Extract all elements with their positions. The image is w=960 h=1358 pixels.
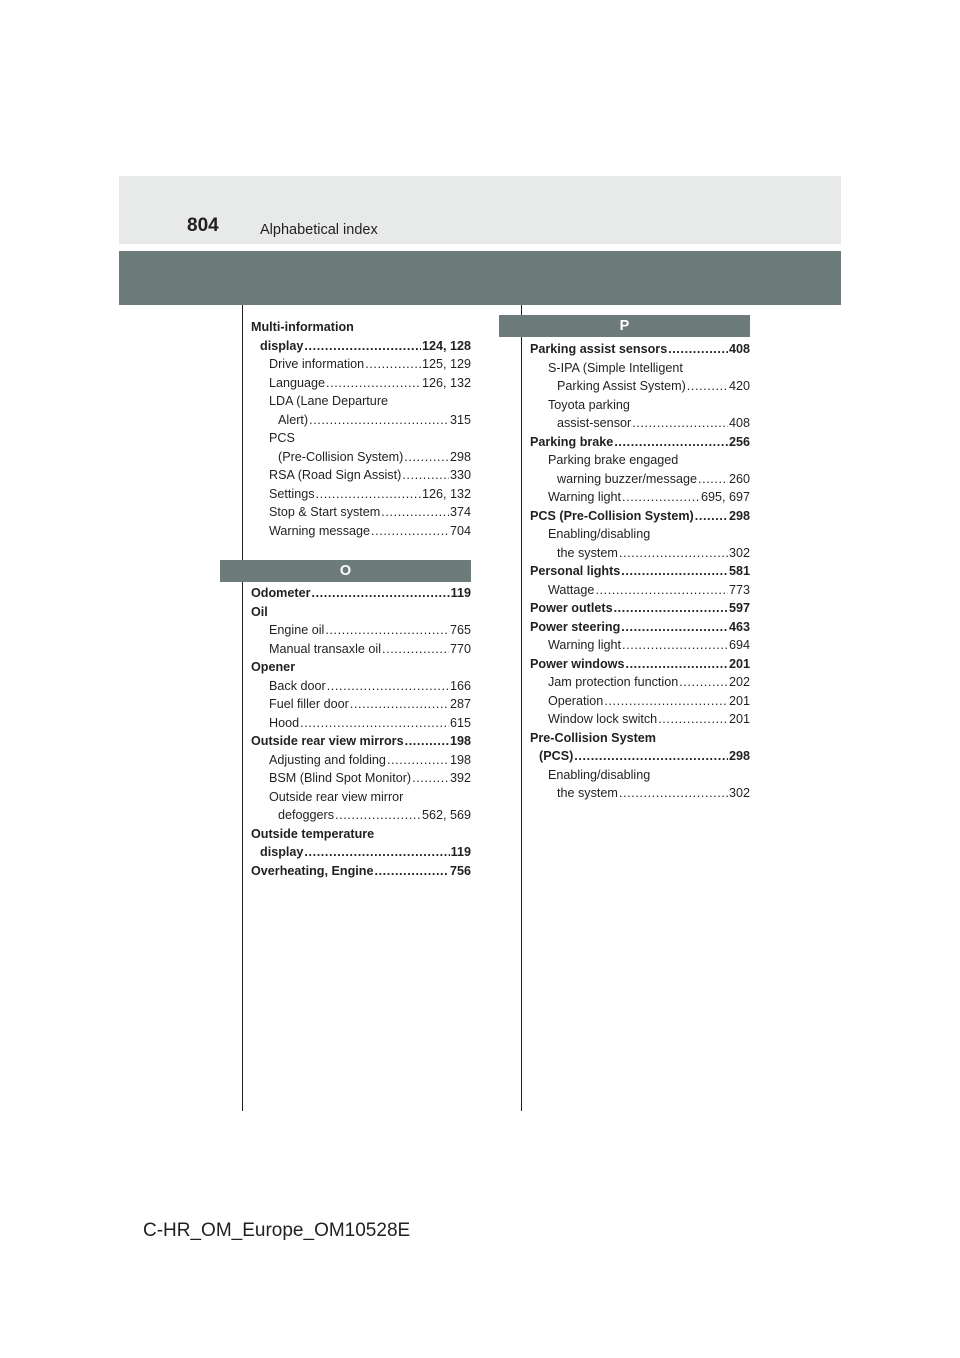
index-entry-page: 198	[449, 752, 471, 767]
index-entry	[530, 673, 750, 692]
index-entry-label: Power windows	[530, 656, 625, 671]
index-entry	[251, 769, 471, 788]
index-entry	[251, 658, 471, 677]
index-entry	[530, 544, 750, 563]
index-entry-page: 201	[728, 656, 750, 671]
index-entry-label: Outside rear view mirror	[269, 789, 404, 804]
index-entry-leader	[326, 374, 421, 393]
index-entry-page: 260	[728, 471, 750, 486]
index-entry-page: 374	[449, 505, 471, 519]
index-entry-leader	[374, 862, 449, 881]
index-entry-page: 773	[728, 582, 750, 597]
index-entry	[251, 732, 471, 751]
index-entry	[251, 522, 471, 541]
index-entry-leader	[679, 673, 728, 692]
index-entry-leader	[604, 692, 728, 711]
index-entry-label: Personal lights	[530, 564, 621, 578]
index-entry-page: 694	[728, 638, 750, 652]
index-list-p	[530, 340, 750, 803]
section-heading-p: P	[499, 315, 750, 337]
index-entry-page: 408	[728, 416, 750, 430]
index-entry-label: Oil	[251, 604, 268, 619]
index-entry-page: 125, 129	[421, 357, 471, 371]
index-entry-leader	[619, 544, 728, 563]
index-entry	[530, 729, 750, 748]
index-entry-leader	[668, 340, 728, 359]
index-entry-label: Hood	[269, 715, 300, 730]
index-entry-leader	[316, 485, 421, 504]
index-entry-leader	[404, 448, 449, 467]
index-entry-label: display	[260, 338, 304, 353]
index-entry-page: 330	[449, 468, 471, 482]
index-entry-label: Adjusting and folding	[269, 752, 386, 767]
index-entry-leader	[625, 655, 728, 674]
index-entry-label: Language	[269, 375, 326, 390]
index-entry	[530, 396, 750, 415]
index-entry	[251, 466, 471, 485]
index-entry-label: (PCS)	[539, 749, 574, 763]
index-entry	[530, 414, 750, 433]
index-list-o	[251, 584, 471, 880]
index-entry	[530, 710, 750, 729]
index-entry-page: 124, 128	[421, 338, 471, 353]
index-entry	[530, 377, 750, 396]
document-code: C-HR_OM_Europe_OM10528E	[143, 1220, 411, 1241]
index-entry	[530, 655, 750, 674]
index-entry-label: Odometer	[251, 586, 311, 600]
index-entry-label: S-IPA (Simple Intelligent	[548, 360, 683, 375]
index-entry-label: Jam protection function	[548, 675, 679, 689]
index-entry-leader	[387, 751, 449, 770]
index-entry-leader	[412, 769, 449, 788]
index-entry-label: PCS	[269, 431, 295, 445]
index-entry	[251, 806, 471, 825]
index-column-left-o	[251, 584, 471, 880]
index-entry	[530, 618, 750, 637]
index-entry-page: 298	[728, 749, 750, 763]
index-entry-label: Overheating, Engine	[251, 863, 374, 878]
index-entry-page: 302	[728, 545, 750, 560]
index-entry-leader	[304, 843, 449, 862]
index-entry-leader	[622, 636, 728, 655]
index-entry-label: LDA (Lane Departure	[269, 394, 389, 408]
index-entry	[530, 507, 750, 526]
index-entry-label: assist-sensor	[557, 416, 632, 430]
index-entry-leader	[304, 337, 421, 356]
index-entry-page: 126, 132	[421, 375, 471, 390]
index-entry-label: warning buzzer/message	[557, 471, 698, 486]
index-entry	[251, 621, 471, 640]
index-column-right	[530, 340, 750, 803]
index-entry-label: display	[260, 845, 304, 859]
index-entry	[251, 788, 471, 807]
index-entry-page: 298	[728, 508, 750, 523]
section-title: Alphabetical index	[260, 222, 378, 238]
index-entry-leader	[381, 503, 449, 522]
index-entry	[530, 766, 750, 785]
index-entry-label: Parking brake	[530, 434, 614, 449]
index-entry	[530, 470, 750, 489]
index-entry	[251, 355, 471, 374]
index-entry-page: 581	[728, 564, 750, 578]
index-entry-page: 695, 697	[700, 490, 750, 504]
index-entry-label: Parking brake engaged	[548, 453, 679, 467]
index-entry-leader	[621, 618, 728, 637]
index-entry-label: Warning light	[548, 638, 622, 652]
index-entry-leader	[311, 584, 449, 603]
index-entry-label: Enabling/disabling	[548, 527, 651, 541]
index-entry	[251, 485, 471, 504]
index-entry-label: BSM (Blind Spot Monitor)	[269, 771, 412, 785]
index-entry	[530, 359, 750, 378]
index-entry	[251, 862, 471, 881]
index-list-m	[251, 318, 471, 540]
index-entry-label: Engine oil	[269, 623, 325, 637]
index-entry-label: Operation	[548, 693, 604, 708]
section-heading-o: O	[220, 560, 471, 582]
index-entry-label: Warning light	[548, 490, 622, 504]
index-entry	[251, 751, 471, 770]
index-entry-label: Drive information	[269, 357, 365, 371]
index-entry-page: 201	[728, 712, 750, 726]
index-entry-leader	[382, 640, 449, 659]
index-entry	[251, 503, 471, 522]
index-entry-leader	[658, 710, 728, 729]
index-column-left	[251, 318, 471, 540]
index-entry	[251, 640, 471, 659]
index-entry-label: Wattage	[548, 582, 595, 597]
index-entry	[251, 337, 471, 356]
index-entry-page: 765	[449, 623, 471, 637]
index-entry-leader	[405, 732, 449, 751]
index-entry-leader	[335, 806, 421, 825]
index-entry-leader	[595, 581, 728, 600]
index-entry-page: 615	[449, 715, 471, 730]
index-entry	[251, 695, 471, 714]
index-entry	[251, 392, 471, 411]
index-entry	[251, 843, 471, 862]
index-entry	[530, 451, 750, 470]
index-entry-page: 119	[450, 845, 471, 859]
index-entry-page: 166	[449, 678, 471, 693]
index-entry-label: Enabling/disabling	[548, 767, 651, 782]
index-entry-page: 315	[449, 412, 471, 427]
index-entry-page: 463	[728, 619, 750, 634]
index-entry-page: 597	[728, 601, 750, 615]
index-entry	[251, 603, 471, 622]
index-entry-label: Opener	[251, 660, 296, 674]
index-entry-page: 201	[728, 693, 750, 708]
index-entry-leader	[300, 714, 449, 733]
index-entry-label: Toyota parking	[548, 397, 630, 412]
index-entry-label: Power steering	[530, 619, 621, 634]
index-entry-label: Alert)	[278, 412, 309, 427]
index-entry-leader	[371, 522, 449, 541]
index-entry	[251, 714, 471, 733]
index-entry-page: 562, 569	[421, 808, 471, 822]
index-entry-label: Parking assist sensors	[530, 342, 668, 356]
index-entry-label: (Pre-Collision System)	[278, 449, 404, 464]
index-entry-leader	[402, 466, 449, 485]
index-entry-leader	[614, 433, 728, 452]
index-entry	[251, 448, 471, 467]
index-entry	[530, 747, 750, 766]
index-entry-page: 287	[449, 697, 471, 711]
index-entry-page: 202	[728, 675, 750, 689]
index-entry-label: Manual transaxle oil	[269, 641, 382, 656]
index-entry-leader	[309, 411, 449, 430]
index-entry-page: 198	[449, 734, 471, 748]
index-entry-page: 408	[728, 342, 750, 356]
index-entry-leader	[621, 562, 728, 581]
index-entry	[530, 525, 750, 544]
index-entry	[251, 411, 471, 430]
index-entry	[251, 825, 471, 844]
index-entry-label: Back door	[269, 678, 326, 693]
index-entry	[530, 488, 750, 507]
index-entry-page: 770	[449, 641, 471, 656]
index-entry-leader	[698, 470, 728, 489]
index-entry-label: defoggers	[278, 808, 335, 822]
header-bar	[119, 176, 841, 244]
index-entry	[251, 677, 471, 696]
index-entry-leader	[695, 507, 728, 526]
index-entry-leader	[365, 355, 421, 374]
index-entry-leader	[574, 747, 728, 766]
index-entry-label: Settings	[269, 486, 315, 501]
index-entry-leader	[632, 414, 728, 433]
index-entry	[251, 374, 471, 393]
index-entry-label: the system	[557, 786, 618, 800]
index-entry-leader	[619, 784, 728, 803]
index-entry-leader	[325, 621, 449, 640]
page-number: 804	[187, 215, 219, 236]
index-entry	[530, 784, 750, 803]
index-entry-page: 392	[449, 771, 471, 785]
index-entry	[251, 318, 471, 337]
index-entry	[251, 584, 471, 603]
index-entry	[251, 429, 471, 448]
index-entry-page: 302	[728, 786, 750, 800]
index-entry-leader	[350, 695, 449, 714]
index-entry-label: RSA (Road Sign Assist)	[269, 468, 402, 482]
index-entry-leader	[687, 377, 728, 396]
index-entry-page: 704	[449, 523, 471, 538]
index-entry	[530, 562, 750, 581]
header-band	[119, 251, 841, 305]
index-entry-label: Outside rear view mirrors	[251, 734, 404, 748]
index-entry-label: Outside temperature	[251, 826, 375, 841]
index-entry	[530, 340, 750, 359]
index-entry-label: Fuel filler door	[269, 697, 349, 711]
index-entry-label: Pre-Collision System	[530, 730, 656, 745]
index-entry-leader	[622, 488, 700, 507]
index-entry-page: 119	[450, 586, 471, 600]
column-divider-middle	[521, 305, 522, 1111]
index-entry-page: 756	[449, 863, 471, 878]
index-entry-label: Parking Assist System)	[557, 379, 686, 393]
index-entry-page: 298	[449, 449, 471, 464]
index-entry-leader	[327, 677, 449, 696]
index-entry-leader	[614, 599, 728, 618]
index-entry	[530, 433, 750, 452]
index-entry-label: Stop & Start system	[269, 505, 381, 519]
index-entry-label: Warning message	[269, 523, 371, 538]
index-entry	[530, 581, 750, 600]
index-entry	[530, 692, 750, 711]
index-entry-page: 256	[728, 434, 750, 449]
column-divider-left	[242, 305, 243, 1111]
index-entry-label: Multi-information	[251, 320, 354, 334]
index-entry	[530, 599, 750, 618]
index-entry-page: 420	[728, 379, 750, 393]
index-entry-label: Power outlets	[530, 601, 613, 615]
index-entry-page: 126, 132	[421, 486, 471, 501]
index-entry-label: Window lock switch	[548, 712, 658, 726]
index-entry-label: the system	[557, 545, 618, 560]
index-entry-label: PCS (Pre-Collision System)	[530, 508, 694, 523]
index-entry	[530, 636, 750, 655]
